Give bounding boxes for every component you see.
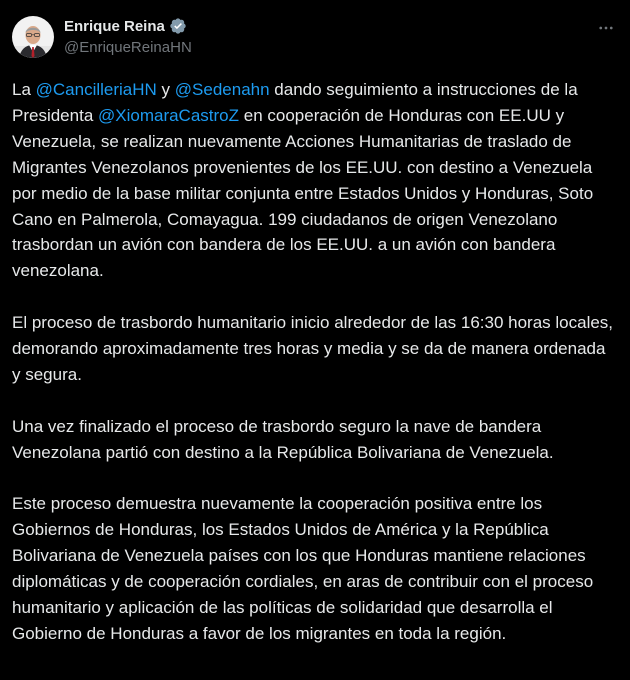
tweet-paragraph-4: Este proceso demuestra nuevamente la cooperación positiva entre los Gobiernos de Honduras, los Estados Unidos de América y la República Bolivariana de Venezuela países con los que Honduras mantiene relaciones diplomáticas y de cooperación cordiales, en aras de contribuir con el proceso humanitario y aplicación de las políticas de solidaridad que desarrolla el Gobierno de Honduras a favor de los migrantes en toda la región. [12, 494, 594, 643]
tweet-paragraph-3: Una vez finalizado el proceso de trasbordo seguro la nave de bandera Venezolana partió con destino a la República Bolivariana de Venezuela. [12, 416, 554, 462]
mention-cancilleriahn[interactable]: @CancilleriaHN [35, 80, 157, 99]
verified-badge-icon[interactable] [169, 17, 187, 35]
text-segment: La [12, 80, 36, 99]
author-display-name[interactable]: Enrique Reina [64, 17, 165, 35]
more-dots-icon[interactable] [596, 18, 616, 38]
avatar[interactable] [12, 16, 54, 58]
tweet-header [12, 14, 614, 64]
mention-sedenahn[interactable]: @Sedenahn [174, 80, 270, 99]
mention-xiomaracastroz[interactable]: @XiomaraCastroZ [98, 105, 240, 125]
name-row [64, 16, 192, 36]
text-segment: y [156, 80, 175, 99]
text-segment: en cooperación de Honduras con EE.UU y Venezuela, se realizan nuevamente Acciones Humanitarias de traslado de Migrantes Venezolanos provenientes de los EE.UU. con destino a Venezuela por medio de la base militar conjunta entre Estados Unidos y Honduras, Soto Cano en Palmerola, Comayagua. 199 ciudadanos de origen Venezolano trasbordan un avión con bandera de los EE.UU. a un avión con bandera venezolana. [12, 105, 594, 281]
author-handle[interactable]: @EnriqueReinaHN [64, 39, 192, 56]
text-segment: dando seguimiento a instrucciones de la Presidenta [12, 80, 578, 125]
tweet-text [12, 77, 614, 647]
tweet-paragraph-2: El proceso de trasbordo humanitario inicio alrededor de las 16:30 horas locales, demorando aproximadamente tres horas y media y se da de manera ordenada y segura. [12, 313, 614, 384]
tweet-paragraph-1 [12, 77, 614, 284]
author-info [64, 14, 192, 56]
avatar-image [12, 16, 54, 58]
